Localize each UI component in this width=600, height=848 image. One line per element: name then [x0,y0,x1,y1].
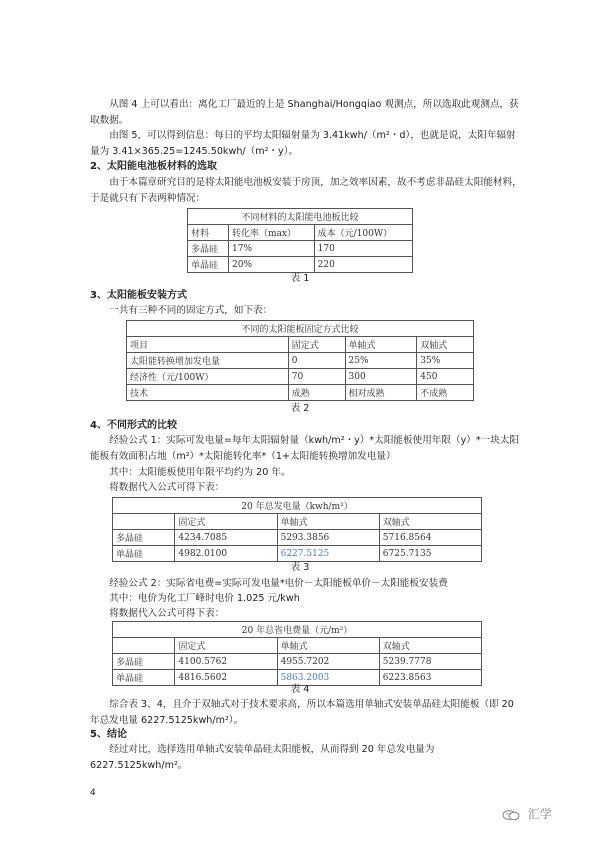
caption-table-3: 表 3 [290,562,310,573]
table-row: 太阳能转换增加发电量 0 25% 35% [127,353,474,369]
table-row: 固定式 单轴式 双轴式 [113,514,482,530]
table-4 [112,621,482,686]
caption-table-2: 表 2 [290,403,310,414]
table-1 [187,208,413,273]
watermark-text: 汇学 [527,807,552,821]
heading-section-4: 4、不同形式的比较 [90,420,177,431]
table-row: 多晶硅 4234.7085 5293.3856 5716.8564 [113,530,482,546]
table-row: 多晶硅 17% 170 [188,241,413,257]
paragraph-conclusion: 经过对比，选择选用单轴式安装单晶硅太阳能板，从而得到 20 年总发电量为 6227.5125kwh/m²。 [90,744,435,771]
paragraph-formula-2: 经验公式 2：实际省电费=实际可发电量*电价－太阳能板单价－太阳能板安装费 [109,578,448,589]
table-2 [126,320,474,401]
table-row: 经济性（元/100W） 70 300 450 [127,369,474,385]
paragraph-lifetime: 其中：太阳能板使用年限平均约为 20 年。 [109,467,291,478]
table-row: 单晶硅 4982.0100 6227.5125 6725.7135 [113,546,482,562]
paragraph-mount-intro: 一共有三种不同的固定方式，如下表： [109,305,273,316]
table-3-title: 20 年总发电量（kwh/m²） [113,498,482,514]
table-4-title: 20 年总省电费量（元/m²） [113,622,482,638]
table-row: 技术 成熟 相对成熟 不成熟 [127,385,474,401]
page-number: 4 [90,788,96,798]
paragraph-summary: 综合表 3、4，且介于双轴式对于技术要求高，所以本篇选用单轴式安装单晶硅太阳能板（即 20 年总发电量 6227.5125kwh/m²）。 [90,699,514,726]
highlighted-value: 5863.2003 [277,670,379,686]
highlighted-value: 6227.5125 [277,546,379,562]
caption-table-4: 表 4 [290,684,310,695]
paragraph-substitute-1: 将数据代入公式可得下表： [109,482,225,493]
table-3 [112,497,482,562]
table-row: 材料 转化率（max） 成本（元/100W） [188,225,413,241]
paragraph-material-intro: 由于本篇章研究目的是将太阳能电池板安装于房顶，加之效率因素，故不考虑非晶硅太阳能材料，于是就只有下表两种情况： [90,177,522,204]
table-row: 固定式 单轴式 双轴式 [113,638,482,654]
watermark [502,805,552,822]
paragraph-electricity-price: 其中：电价为化工厂峰时电价 1.025 元/kwh [109,593,300,604]
table-2-title: 不同的太阳能板固定方式比较 [127,321,474,337]
wechat-icon [502,809,520,821]
paragraph-substitute-2: 将数据代入公式可得下表： [109,608,225,619]
heading-section-2: 2、太阳能电池板材料的选取 [90,161,217,172]
heading-section-5: 5、结论 [90,729,127,740]
paragraph-formula-1: 经验公式 1：实际可发电量=每年太阳辐射量（kwh/m²・y）*太阳能板使用年限（y）*一块太阳能板有效面积占地（m²）*太阳能转化率*（1+太阳能转换增加发电量） [90,435,520,462]
table-row: 单晶硅 4816.5602 5863.2003 6223.8563 [113,670,482,686]
paragraph-radiation: 由图 5，可以得到信息：每日的平均太阳辐射量为 3.41kwh/（m²・d），也就是说，太阳年辐射量为 3.41×365.25=1245.50kwh/（m²・y）。 [90,130,516,157]
table-row: 单晶硅 20% 220 [188,257,413,273]
caption-table-1: 表 1 [290,273,310,284]
heading-section-3: 3、太阳能板安装方式 [90,290,187,301]
table-1-title: 不同材料的太阳能电池板比较 [188,209,413,225]
table-row: 多晶硅 4100.5762 4955.7202 5239.7778 [113,654,482,670]
paragraph-observation-point: 从图 4 上可以看出：离化工厂最近的上是 Shanghai/Hongqiao 观测点，所以选取此观测点，获取数据。 [90,99,519,126]
table-row: 项目 固定式 单轴式 双轴式 [127,337,474,353]
